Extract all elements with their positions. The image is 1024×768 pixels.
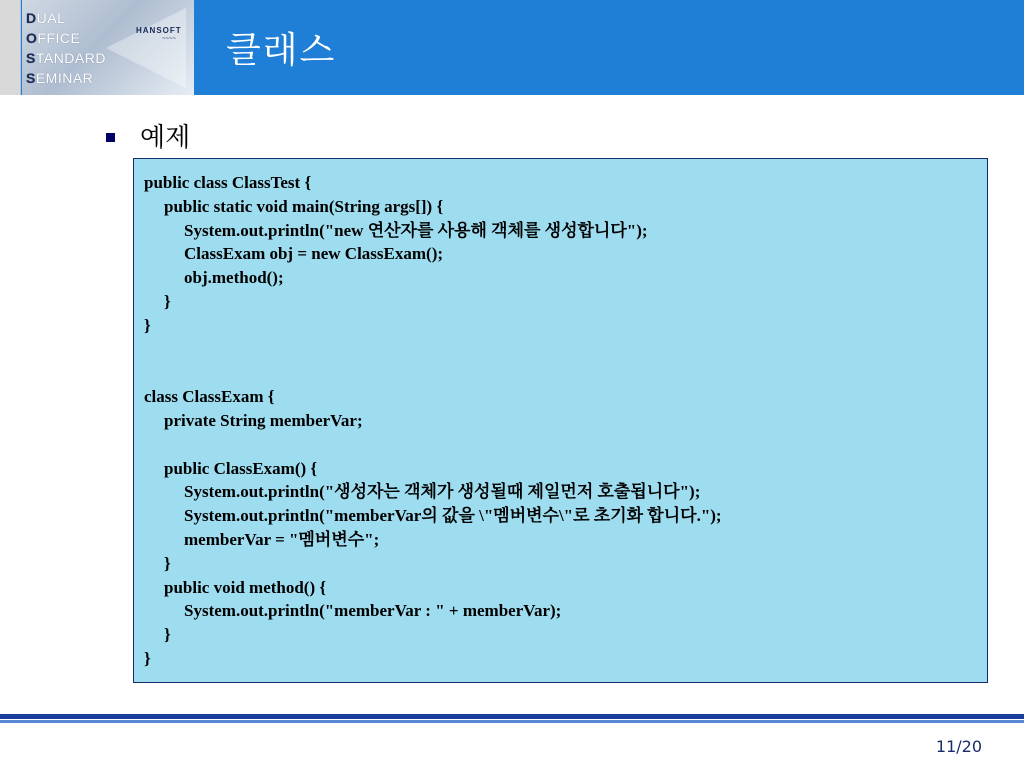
logo-initial: S	[26, 70, 36, 86]
header-left-strip	[0, 0, 21, 95]
code-line: }	[144, 648, 151, 668]
code-line: public class ClassTest {	[144, 173, 312, 192]
logo-word-rest: FFICE	[37, 30, 81, 46]
code-line: System.out.println("memberVar : " + memberVar);	[184, 601, 562, 621]
logo-line	[26, 68, 106, 88]
code-example-box	[133, 158, 988, 683]
code-line: obj.method();	[184, 268, 284, 288]
hansoft-brand-sub: ~~~~	[162, 36, 177, 42]
code-line: class ClassExam {	[144, 387, 275, 407]
page-title: 클래스	[226, 30, 337, 71]
code-line: }	[164, 625, 171, 645]
code-line: System.out.println("new 연산자를 사용해 객체를 생성합니다");	[184, 220, 648, 240]
logo-line	[26, 28, 106, 48]
logo-chevron-shape	[106, 8, 186, 88]
code-line: System.out.println("생성자는 객체가 생성될때 제일먼저 호출됩니다");	[184, 482, 701, 502]
code-line: private String memberVar;	[164, 410, 363, 430]
code-line: public ClassExam() {	[164, 458, 318, 478]
hansoft-brand: HANSOFT	[136, 26, 182, 35]
code-line: public static void main(String args[]) {	[164, 196, 444, 216]
logo-word-rest: EMINAR	[35, 70, 94, 86]
seminar-logo	[22, 0, 194, 95]
logo-initial: O	[26, 30, 38, 46]
code-line	[144, 338, 722, 362]
bullet-heading: 예제	[140, 123, 191, 153]
code-line: public void method() {	[164, 577, 327, 597]
code-line	[144, 433, 722, 457]
logo-line	[26, 48, 106, 68]
bullet-square-icon	[106, 133, 115, 142]
logo-text	[26, 8, 106, 88]
code-line: }	[164, 553, 171, 573]
header-bar	[0, 0, 1024, 95]
footer-divider	[0, 714, 1024, 719]
logo-initial: D	[26, 10, 37, 26]
logo-word-rest: UAL	[36, 10, 66, 26]
code-line: System.out.println("memberVar의 값을 \"멤버변수\"로 초기화 합니다.");	[184, 506, 722, 526]
code-line	[144, 361, 722, 385]
footer-divider-accent	[0, 720, 1024, 723]
code-line: }	[164, 291, 171, 311]
page-number: 11/20	[935, 737, 982, 756]
logo-line	[26, 8, 106, 28]
code-line: ClassExam obj = new ClassExam();	[184, 244, 444, 264]
code-line: memberVar = "멤버변수";	[184, 529, 380, 549]
code-line: }	[144, 315, 151, 335]
logo-word-rest: TANDARD	[35, 50, 106, 66]
logo-initial: S	[26, 50, 36, 66]
code-lines	[144, 171, 722, 671]
